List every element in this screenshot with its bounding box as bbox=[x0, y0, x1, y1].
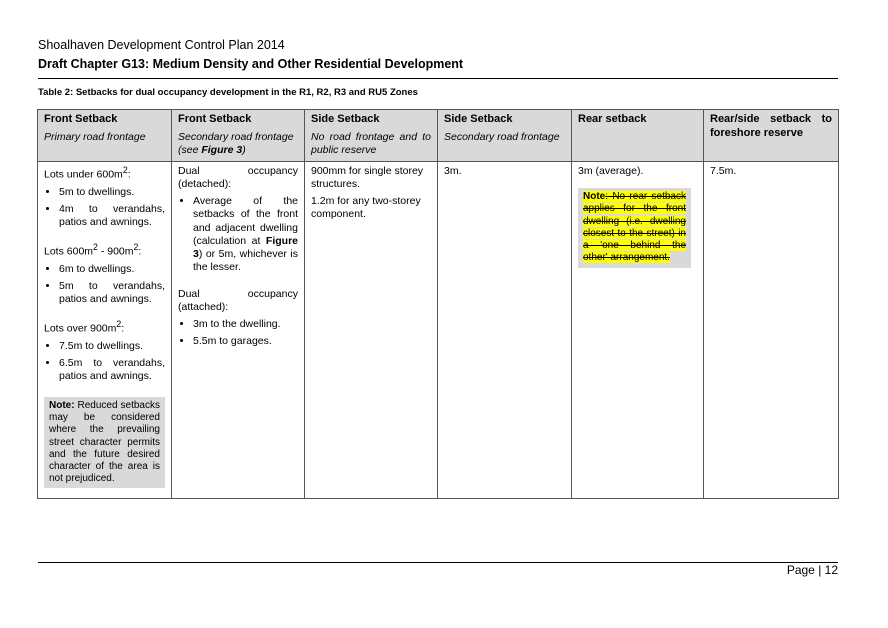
detached-heading: Dual occupancy (detached): bbox=[178, 165, 298, 191]
setbacks-table bbox=[37, 109, 839, 499]
list-item: • 6.5m to verandahs, patios and awnings. bbox=[59, 357, 165, 383]
cell-side-no-road bbox=[305, 162, 438, 499]
column-title: Rear setback bbox=[578, 113, 647, 125]
figure-reference: Figure 3 bbox=[193, 234, 298, 260]
column-title: Front Setback bbox=[178, 113, 252, 125]
note-text: Reduced setbacks may be considered where the prevailing street character permits and the future desired character of the area is not prejudiced. bbox=[49, 400, 160, 485]
column-title: Rear/side setback to foreshore reserve bbox=[710, 113, 832, 139]
column-header-rear bbox=[572, 110, 704, 162]
note-label: Note: bbox=[49, 400, 75, 411]
paragraph: 900mm for single storey structures. bbox=[311, 165, 424, 191]
chapter-title: Draft Chapter G13: Medium Density and Other Residential Development bbox=[38, 57, 464, 71]
lot-heading bbox=[44, 242, 165, 259]
cell-foreshore bbox=[704, 162, 839, 499]
heading-text: - 900m bbox=[97, 245, 134, 258]
cell-front-secondary bbox=[172, 162, 305, 499]
list-item bbox=[193, 195, 298, 274]
heading-text: Lots 600m bbox=[44, 245, 94, 258]
superscript: 2 bbox=[122, 165, 128, 175]
bullet-list bbox=[178, 195, 298, 274]
column-subtitle: Primary road frontage bbox=[44, 130, 146, 143]
cell-value: 3m. bbox=[444, 165, 462, 177]
list-item: • 7.5m to dwellings. bbox=[59, 340, 165, 353]
column-header-side-no-road bbox=[305, 110, 438, 162]
lot-group bbox=[44, 165, 165, 229]
heading-text: : bbox=[127, 168, 131, 181]
rear-setback-note bbox=[578, 188, 691, 268]
superscript: 2 bbox=[116, 319, 122, 329]
bullet-list bbox=[44, 263, 165, 306]
page-number: Page | 12 bbox=[786, 563, 838, 577]
heading-text: Lots under 600m bbox=[44, 168, 123, 181]
lot-heading bbox=[44, 319, 165, 336]
item-text: Average of the setbacks of the front and adjacent dwelling (calculation at bbox=[193, 195, 298, 247]
item-text: ) or 5m, whichever is the lesser. bbox=[193, 247, 298, 273]
subtitle-text: Secondary road frontage (see bbox=[178, 130, 294, 156]
cell-value: 7.5m. bbox=[710, 165, 737, 177]
lot-heading bbox=[44, 165, 165, 182]
table-header-row bbox=[38, 110, 839, 162]
cell-side-secondary bbox=[438, 162, 572, 499]
column-subtitle: Secondary road frontage bbox=[444, 130, 560, 143]
list-item: • 6m to dwellings. bbox=[59, 263, 165, 276]
column-title: Side Setback bbox=[444, 113, 513, 125]
list-item: • 5m to verandahs, patios and awnings. bbox=[59, 280, 165, 306]
lot-group bbox=[44, 242, 165, 306]
column-title: Side Setback bbox=[311, 113, 380, 125]
note-label: Note bbox=[583, 191, 606, 203]
superscript: 2 bbox=[93, 242, 98, 252]
column-subtitle: No road frontage and to public reserve bbox=[311, 130, 431, 156]
list-item: • 5m to dwellings. bbox=[59, 186, 165, 199]
figure-reference: Figure 3 bbox=[201, 143, 243, 156]
table-row bbox=[38, 162, 839, 499]
column-header-front-secondary bbox=[172, 110, 305, 162]
attached-heading: Dual occupancy (attached): bbox=[178, 288, 298, 314]
heading-text: : bbox=[121, 322, 125, 335]
column-header-front-primary bbox=[38, 110, 172, 162]
list-item: • 5.5m to garages. bbox=[193, 335, 298, 348]
cell-value: 3m (average). bbox=[578, 165, 644, 177]
superscript: 2 bbox=[133, 242, 139, 252]
subtitle-text: ) bbox=[242, 143, 246, 156]
bullet-list bbox=[44, 340, 165, 383]
list-item: • 4m to verandahs, patios and awnings. bbox=[59, 203, 165, 229]
document-title: Shoalhaven Development Control Plan 2014 bbox=[38, 38, 285, 52]
header-divider bbox=[38, 78, 838, 79]
lot-group bbox=[44, 319, 165, 383]
column-header-foreshore bbox=[704, 110, 839, 162]
highlighted-text bbox=[583, 191, 686, 263]
column-header-side-secondary bbox=[438, 110, 572, 162]
heading-text: : bbox=[138, 245, 142, 258]
table-caption: Table 2: Setbacks for dual occupancy development in the R1, R2, R3 and RU5 Zones bbox=[38, 87, 418, 98]
cell-front-primary bbox=[38, 162, 172, 499]
cell-rear bbox=[572, 162, 704, 499]
column-subtitle bbox=[178, 131, 298, 157]
bullet-list bbox=[178, 318, 298, 348]
reduced-setback-note bbox=[44, 397, 165, 488]
list-item: • 3m to the dwelling. bbox=[193, 318, 298, 331]
column-title: Front Setback bbox=[44, 113, 118, 125]
footer-divider bbox=[38, 562, 838, 563]
paragraph: 1.2m for any two-storey component. bbox=[311, 195, 421, 221]
heading-text: Lots over 900m bbox=[44, 322, 117, 335]
struck-text: : No rear setback applies for the front dwelling (i.e. dwelling closest to the street) in a 'one behind the other' arrangement. bbox=[583, 191, 686, 264]
bullet-list bbox=[44, 186, 165, 229]
